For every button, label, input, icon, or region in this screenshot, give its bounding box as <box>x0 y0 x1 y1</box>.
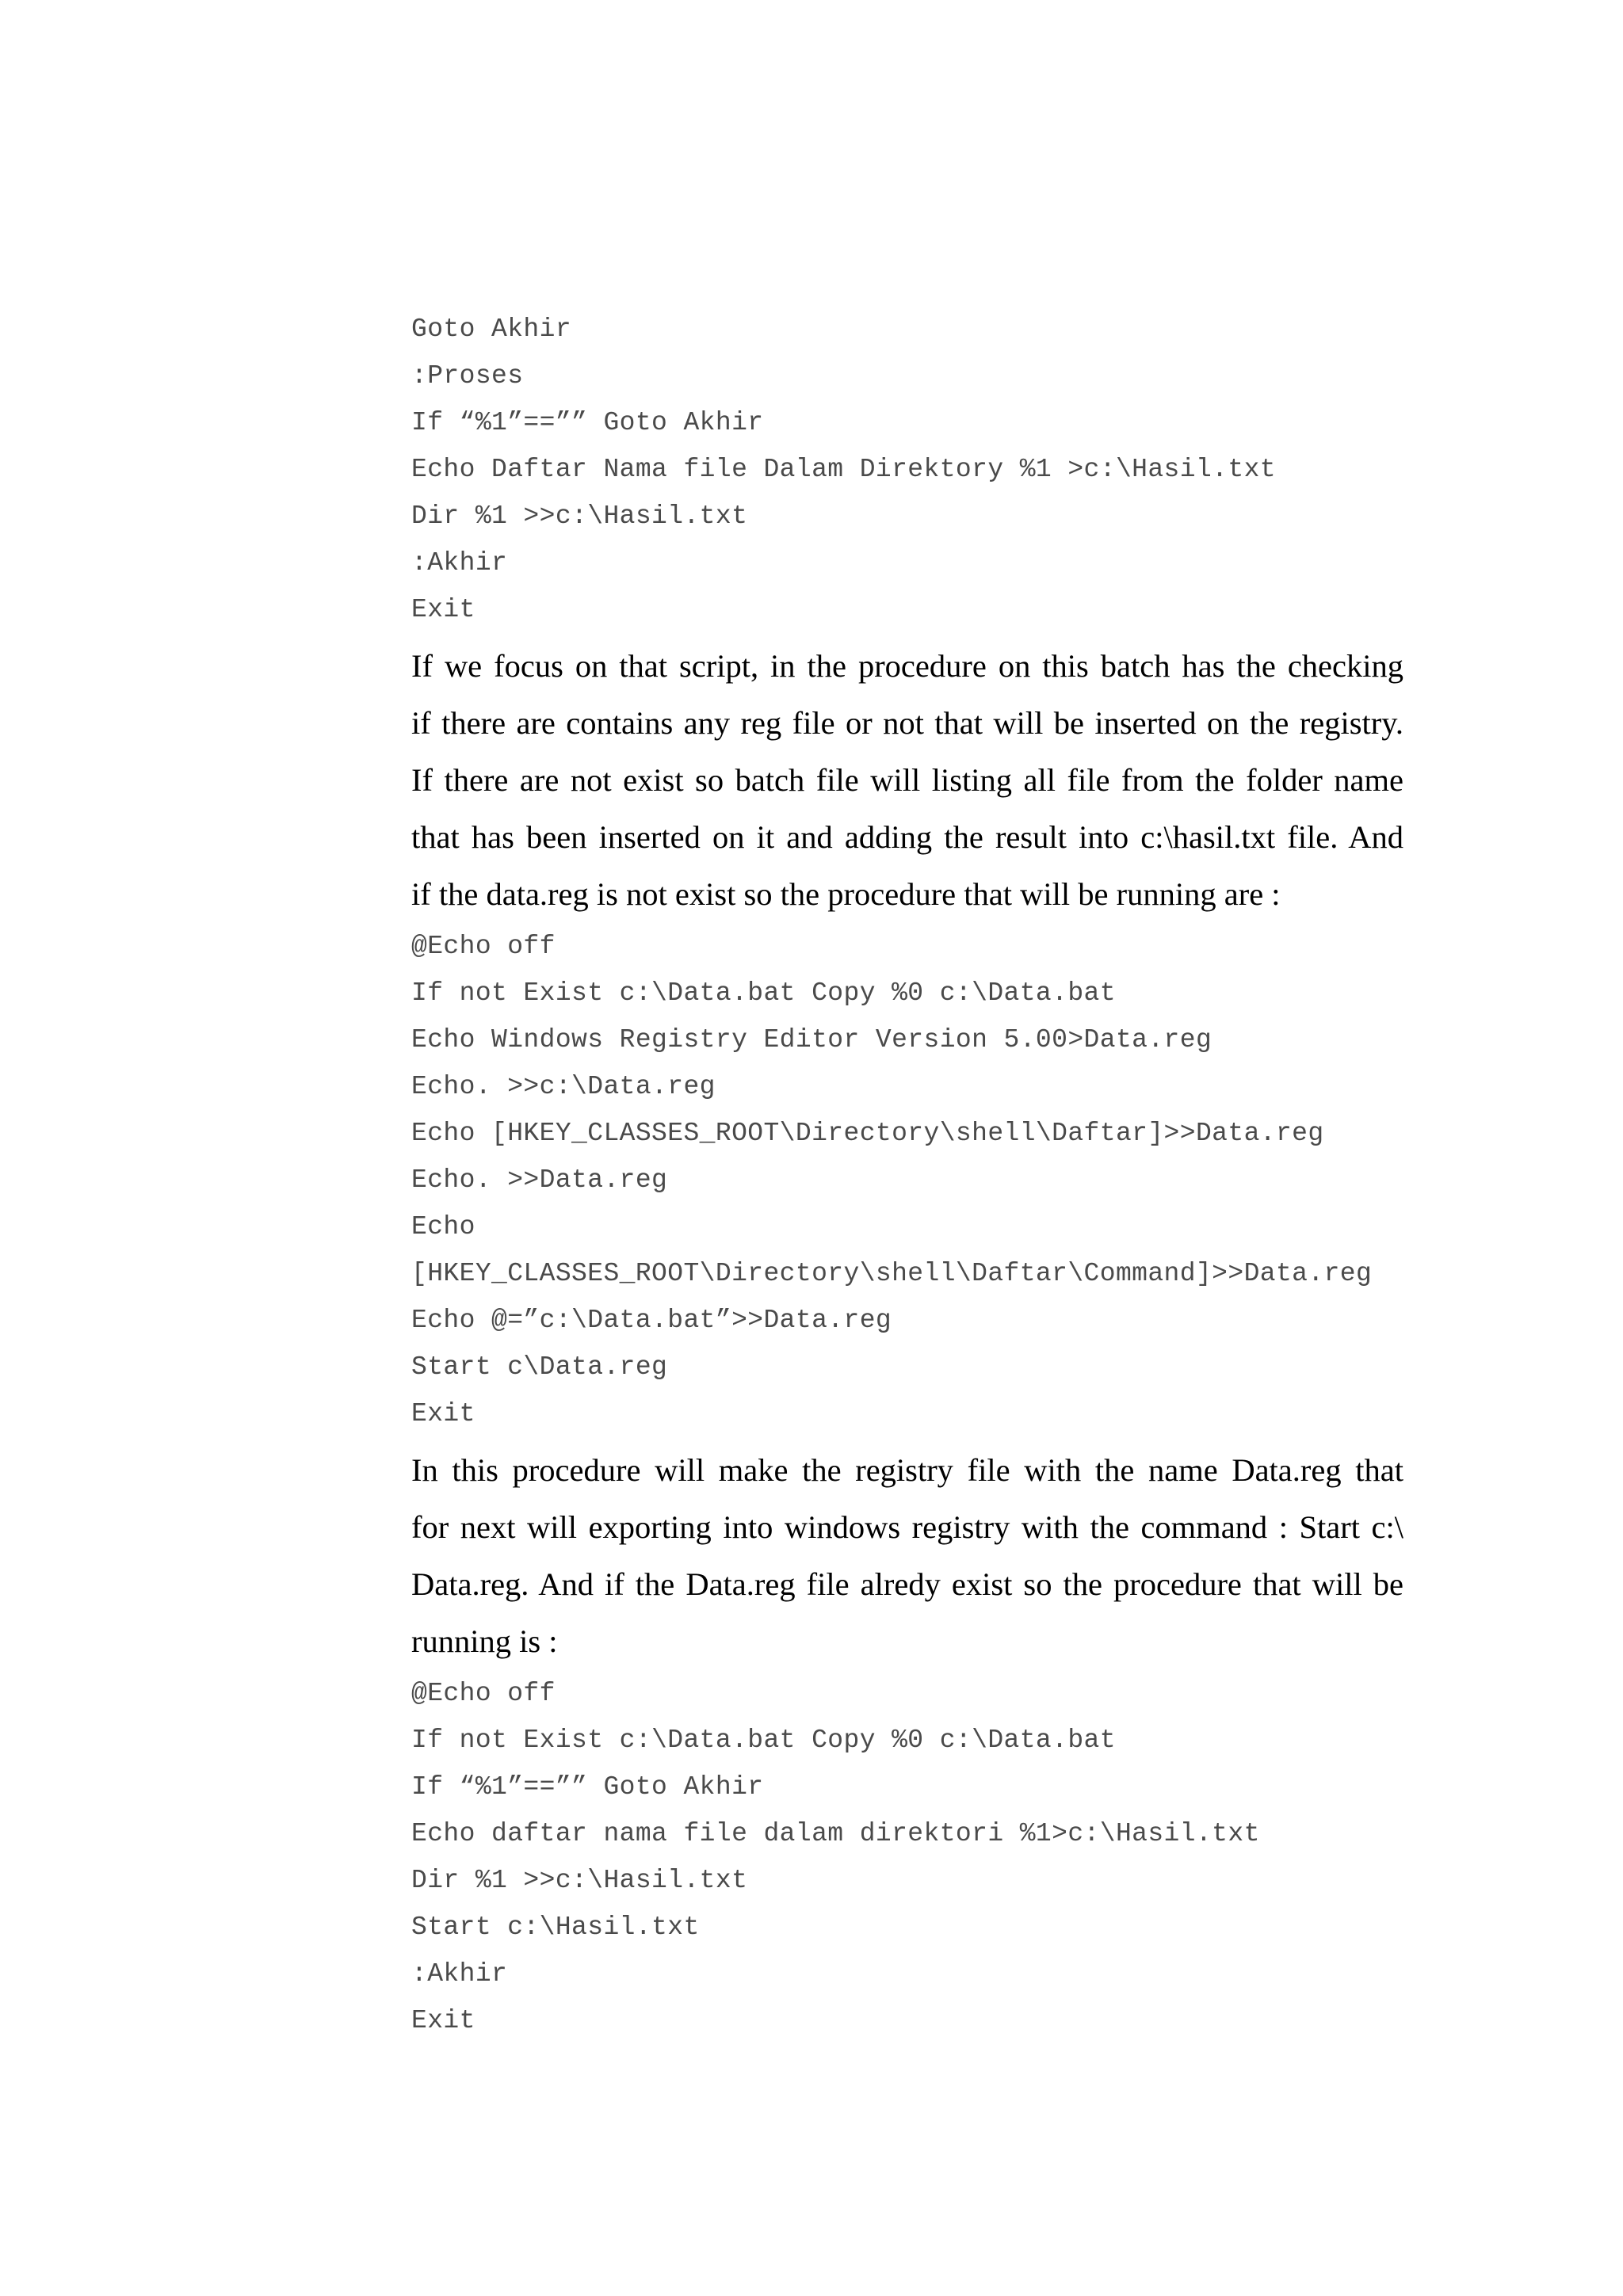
code-line: If “%1”==”” Goto Akhir <box>411 408 764 437</box>
code-line: Exit <box>411 2006 475 2035</box>
page-content <box>411 306 1403 2044</box>
code-line: @Echo off <box>411 1679 556 1708</box>
code-line: Start c\Data.reg <box>411 1352 668 1382</box>
paragraph-line: if there are contains any reg file or not that will be inserted on the registry. <box>411 705 1403 741</box>
paragraph-line: If there are not exist so batch file will listing all file from the folder name <box>411 762 1403 798</box>
paragraph-line: for next will exporting into windows registry with the command : Start c:\ <box>411 1509 1403 1545</box>
code-line: Exit <box>411 1399 475 1428</box>
paragraph-line: If we focus on that script, in the procedure on this batch has the checking <box>411 648 1403 684</box>
code-line: Goto Akhir <box>411 315 572 344</box>
code-line: If not Exist c:\Data.bat Copy %0 c:\Data.bat <box>411 978 1116 1008</box>
code-line: :Akhir <box>411 1959 508 1989</box>
code-line: :Proses <box>411 361 524 391</box>
code-line: If not Exist c:\Data.bat Copy %0 c:\Data.bat <box>411 1726 1116 1755</box>
code-line: Dir %1 >>c:\Hasil.txt <box>411 502 748 531</box>
code-line: Dir %1 >>c:\Hasil.txt <box>411 1866 748 1895</box>
code-block-2 <box>411 923 1403 1437</box>
code-line: Echo. >>c:\Data.reg <box>411 1072 716 1101</box>
paragraph-2 <box>411 1442 1403 1670</box>
code-line: [HKEY_CLASSES_ROOT\Directory\shell\Daftar\Command]>>Data.reg <box>411 1259 1373 1288</box>
code-line: Echo. >>Data.reg <box>411 1165 668 1195</box>
code-line: Exit <box>411 595 475 624</box>
paragraph-line: if the data.reg is not exist so the procedure that will be running are : <box>411 876 1281 912</box>
code-line: If “%1”==”” Goto Akhir <box>411 1772 764 1802</box>
code-line: :Akhir <box>411 548 508 578</box>
code-line: Echo @=”c:\Data.bat”>>Data.reg <box>411 1306 892 1335</box>
code-block-3 <box>411 1670 1403 2044</box>
code-line: Echo Windows Registry Editor Version 5.00>Data.reg <box>411 1025 1212 1055</box>
code-line: Echo <box>411 1212 475 1241</box>
code-line: Start c:\Hasil.txt <box>411 1913 700 1942</box>
paragraph-line: that has been inserted on it and adding the result into c:\hasil.txt file. And <box>411 819 1403 855</box>
paragraph-line: In this procedure will make the registry file with the name Data.reg that <box>411 1452 1403 1488</box>
code-block-1 <box>411 306 1403 633</box>
code-line: @Echo off <box>411 932 556 961</box>
code-line: Echo Daftar Nama file Dalam Direktory %1 >c:\Hasil.txt <box>411 455 1276 484</box>
paragraph-line: running is : <box>411 1623 558 1659</box>
code-line: Echo [HKEY_CLASSES_ROOT\Directory\shell\Daftar]>>Data.reg <box>411 1119 1324 1148</box>
code-line: Echo daftar nama file dalam direktori %1>c:\Hasil.txt <box>411 1819 1260 1848</box>
paragraph-line: Data.reg. And if the Data.reg file alredy exist so the procedure that will be <box>411 1566 1403 1602</box>
paragraph-1 <box>411 638 1403 923</box>
